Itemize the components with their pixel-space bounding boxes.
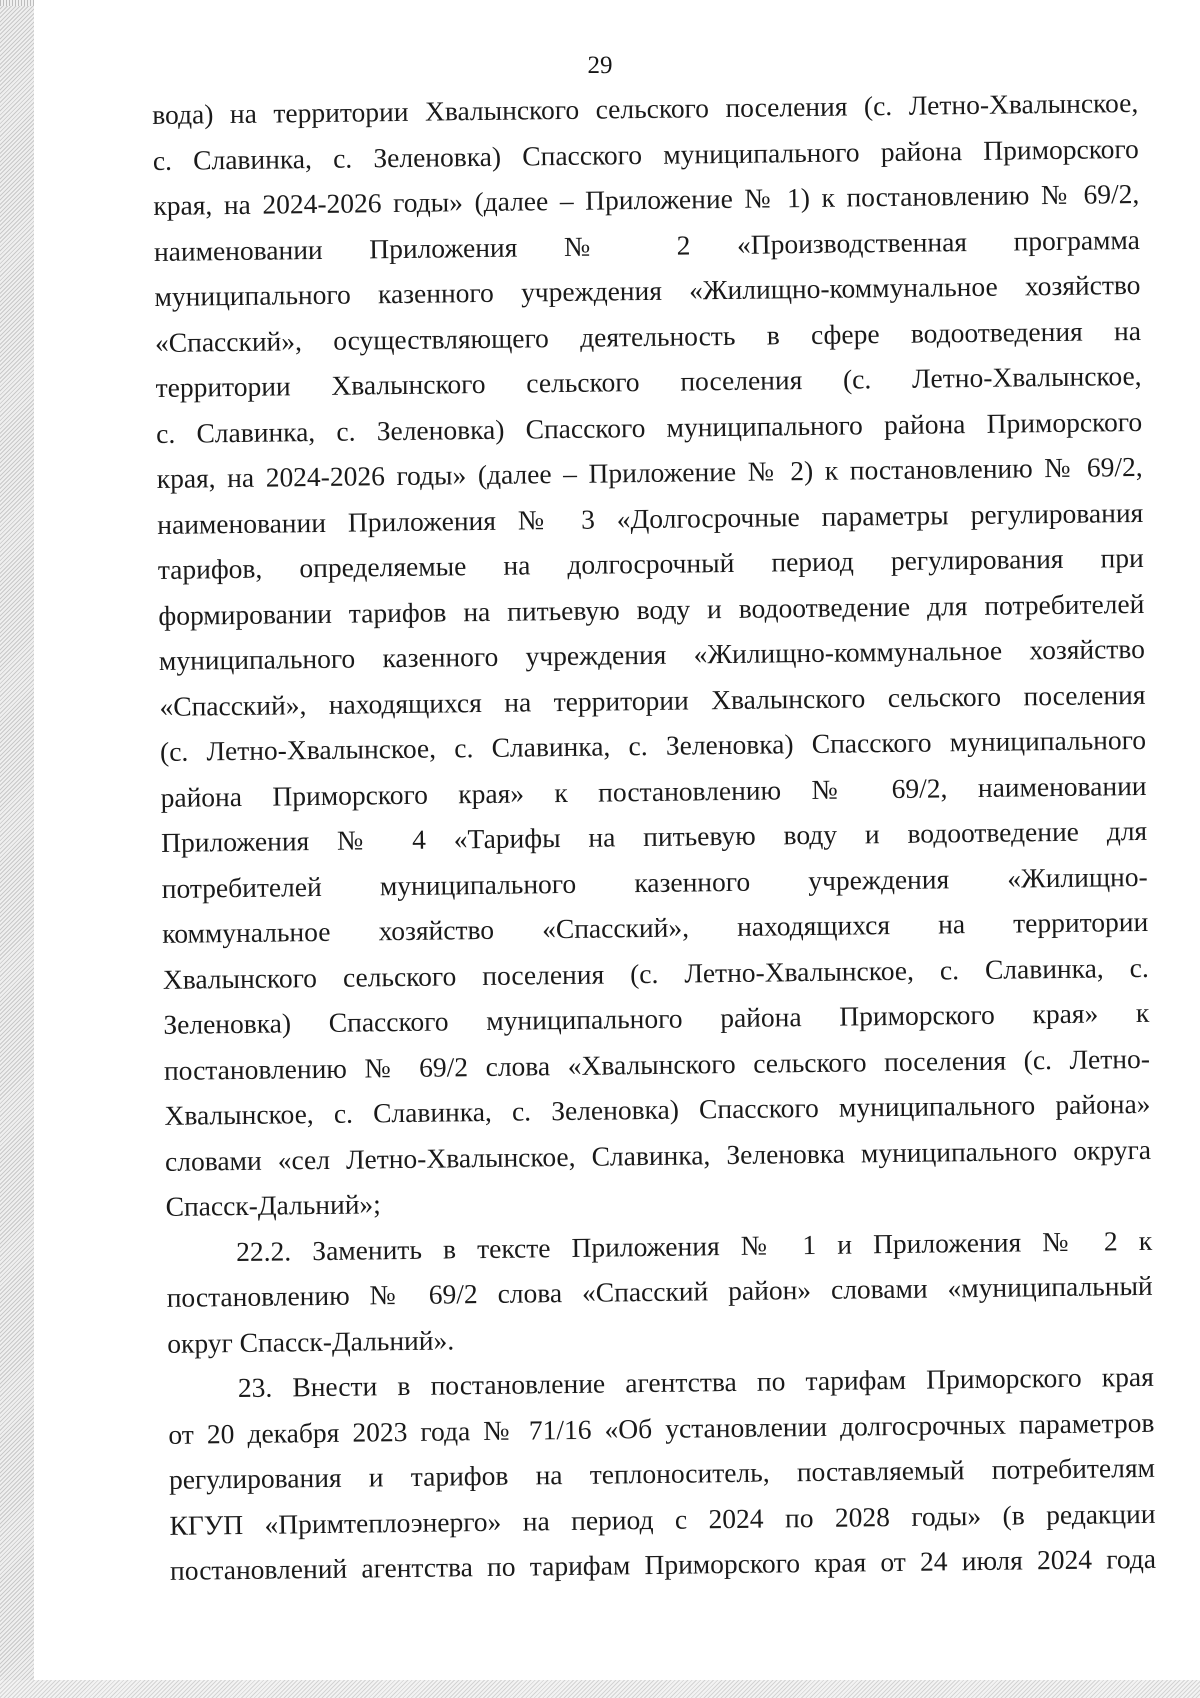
text-line: формировании тарифов на питьевую воду и водоотведение для потребителей: [158, 587, 1145, 631]
text-line: коммунальное хозяйство «Спасский», находящихся на территории: [162, 905, 1149, 949]
paragraph-start-line: 23. Внести в постановление агентства по тарифам Приморского края: [237, 1360, 1154, 1404]
text-line: (с. Летно-Хвалынское, с. Славинка, с. Зеленовка) Спасского муниципального: [159, 723, 1147, 767]
text-line: Хвалынское, с. Славинка, с. Зеленовка) Спасского муниципального района»: [164, 1087, 1151, 1131]
text-line: постановлений агентства по тарифам Приморского края от 24 июля 2024 года: [169, 1542, 1157, 1586]
text-line: с. Славинка, с. Зеленовка) Спасского муниципального района Приморского: [155, 405, 1143, 449]
text-line: Зеленовка) Спасского муниципального района Приморского края» к: [163, 996, 1150, 1040]
text-line: наименовании Приложения № 2 «Производственная программа: [153, 223, 1141, 267]
text-line: наименовании Приложения № 3 «Долгосрочные параметры регулирования: [157, 496, 1144, 540]
text-line: края, на 2024-2026 годы» (далее – Приложение № 2) к постановлению № 69/2,: [156, 450, 1143, 494]
text-line: муниципального казенного учреждения «Жилищно-коммунальное хозяйство: [154, 268, 1141, 312]
text-line: постановлению № 69/2 слова «Спасский район» словами «муниципальный: [166, 1269, 1153, 1313]
text-line: края, на 2024-2026 годы» (далее – Приложение № 1) к постановлению № 69/2,: [153, 177, 1140, 221]
text-line: округ Спасск-Дальний».: [167, 1323, 455, 1359]
text-line: района Приморского края» к постановлению № 69/2, наименовании: [160, 769, 1147, 813]
text-line: «Спасский», находящихся на территории Хвалынского сельского поселения: [159, 678, 1146, 722]
text-line: «Спасский», осуществляющего деятельность в сфере водоотведения на: [154, 314, 1142, 358]
text-line: потребителей муниципального казенного учреждения «Жилищно-: [161, 860, 1148, 904]
text-line: словами «сел Летно-Хвалынское, Славинка, Зеленовка муниципального округа: [164, 1133, 1152, 1177]
text-line: территории Хвалынского сельского поселения (с. Летно-Хвалынское,: [155, 359, 1142, 403]
text-line: Хвалынского сельского поселения (с. Летно-Хвалынское, с. Славинка, с.: [162, 951, 1149, 995]
scan-edge-bottom: [0, 1680, 1200, 1698]
text-line: Спасск-Дальний»;: [165, 1188, 382, 1222]
page-number: 29: [587, 52, 613, 79]
text-line: КГУП «Примтеплоэнерго» на период с 2024 по 2028 годы» (в редакции: [169, 1497, 1156, 1541]
text-line: тарифов, определяемые на долгосрочный период регулирования при: [157, 541, 1144, 585]
text-line: постановлению № 69/2 слова «Хвалынского сельского поселения (с. Летно-: [163, 1042, 1151, 1086]
text-line: регулирования и тарифов на теплоноситель, поставляемый потребителям: [168, 1451, 1156, 1495]
scan-edge-left: [0, 0, 34, 1698]
document-body: [152, 80, 1156, 1593]
text-line: муниципального казенного учреждения «Жилищно-коммунальное хозяйство: [158, 632, 1146, 676]
text-line: Приложения № 4 «Тарифы на питьевую воду и водоотведение для: [160, 814, 1148, 858]
text-line: вода) на территории Хвалынского сельского поселения (с. Летно-Хвалынское,: [152, 86, 1139, 130]
text-line: от 20 декабря 2023 года № 71/16 «Об установлении долгосрочных параметров: [168, 1406, 1155, 1450]
paragraph-start-line: 22.2. Заменить в тексте Приложения № 1 и Приложения № 2 к: [235, 1224, 1153, 1267]
text-line: с. Славинка, с. Зеленовка) Спасского муниципального района Приморского: [152, 132, 1139, 176]
